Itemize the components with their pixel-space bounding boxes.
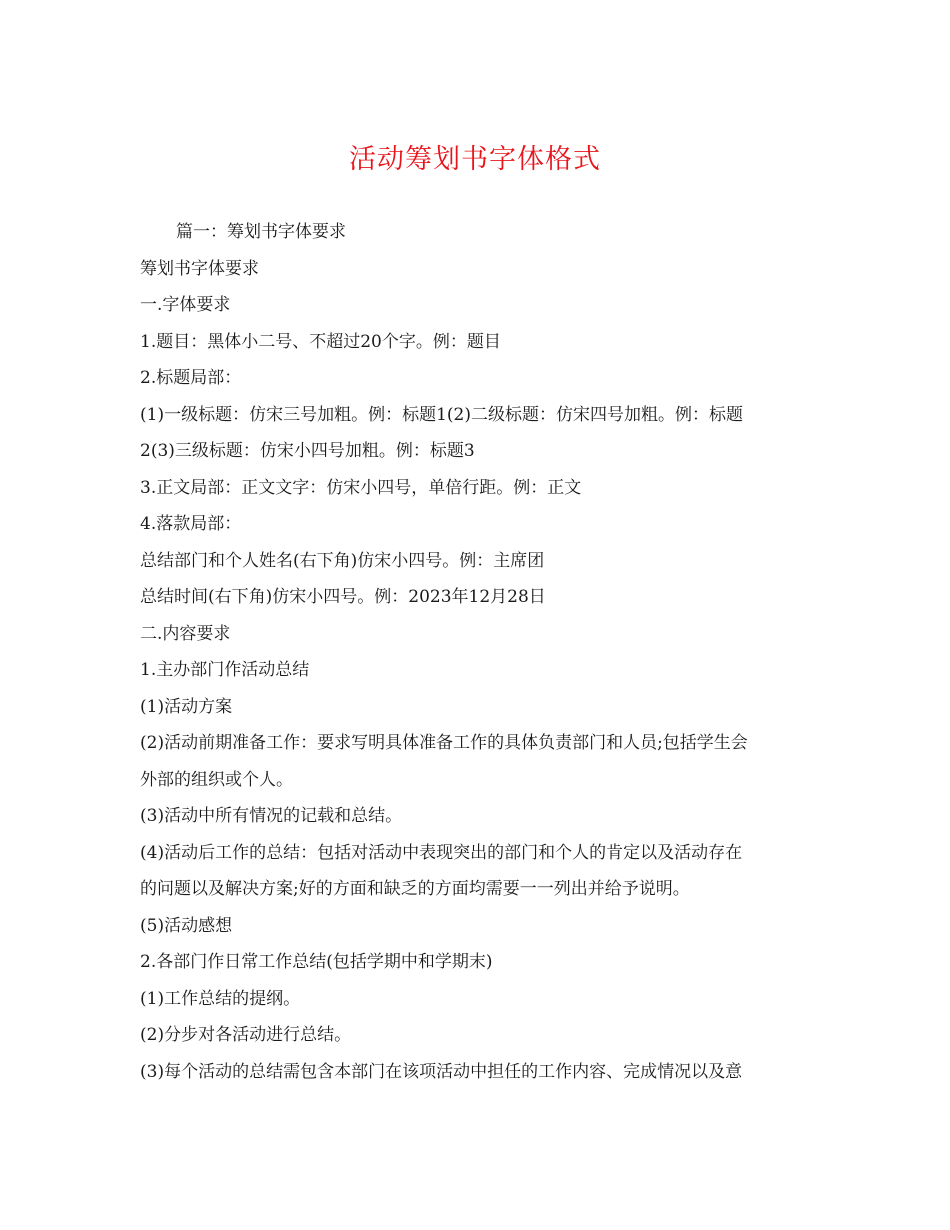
section-heading: 篇一：筹划书字体要求	[176, 222, 346, 242]
paragraph-line: 筹划书字体要求	[140, 258, 259, 279]
paragraph-line: 总结部门和个人姓名(右下角)仿宋小四号。例：主席团	[140, 550, 545, 571]
paragraph-line: (1)活动方案	[140, 696, 233, 717]
paragraph-line: 二.内容要求	[140, 623, 231, 644]
paragraph-line: (2)活动前期准备工作：要求写明具体准备工作的具体负责部门和人员;包括学生会	[140, 733, 748, 753]
paragraph-line: 3.正文局部：正文文字：仿宋小四号，单倍行距。例：正文	[140, 477, 582, 498]
paragraph-line: 一.字体要求	[140, 295, 231, 315]
paragraph-line: (2)分步对各活动进行总结。	[140, 1025, 352, 1045]
paragraph-line: (1)一级标题：仿宋三号加粗。例：标题1(2)二级标题：仿宋四号加粗。例：标题	[140, 404, 743, 425]
paragraph-line: (1)工作总结的提纲。	[140, 988, 301, 1009]
paragraph-line: (4)活动后工作的总结：包括对活动中表现突出的部门和个人的肯定以及活动存在	[140, 842, 743, 863]
document-body	[140, 214, 815, 1090]
paragraph-line: 的问题以及解决方案;好的方面和缺乏的方面均需要一一列出并给予说明。	[140, 879, 690, 899]
paragraph-line: 2.标题局部：	[140, 368, 242, 388]
paragraph-line: 外部的组织或个人。	[140, 769, 293, 790]
paragraph-line: (3)活动中所有情况的记载和总结。	[140, 806, 403, 826]
document-title: 活动筹划书字体格式	[349, 144, 601, 175]
paragraph-line: 1.主办部门作活动总结	[140, 660, 310, 680]
paragraph-line: (5)活动感想	[140, 915, 233, 936]
paragraph-line: 总结时间(右下角)仿宋小四号。例：2023年12月28日	[140, 587, 546, 607]
paragraph-line: 2(3)三级标题：仿宋小四号加粗。例：标题3	[140, 441, 475, 461]
paragraph-line: 1.题目：黑体小二号、不超过20个字。例：题目	[140, 331, 501, 352]
paragraph-line: 2.各部门作日常工作总结(包括学期中和学期末)	[140, 952, 493, 972]
paragraph-line: (3)每个活动的总结需包含本部门在该项活动中担任的工作内容、完成情况以及意	[140, 1061, 743, 1082]
paragraph-line: 4.落款局部：	[140, 514, 242, 534]
